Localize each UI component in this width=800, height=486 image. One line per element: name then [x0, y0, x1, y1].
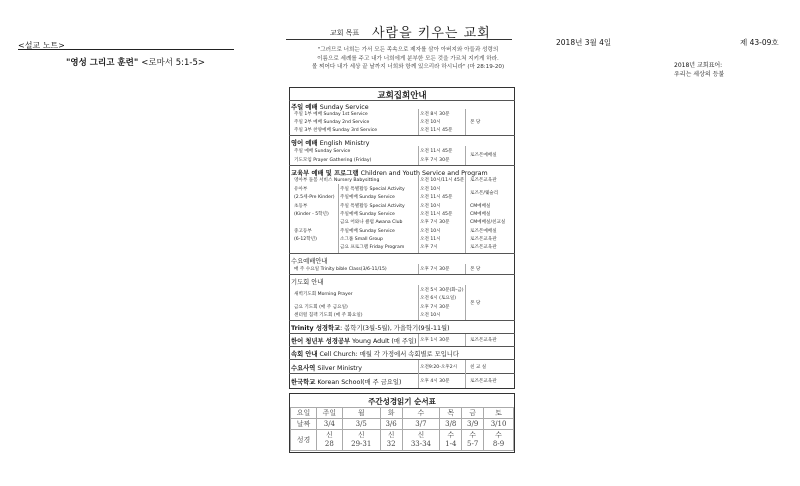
verse-line-1: "그러므로 너희는 가서 모든 족속으로 제자를 삼아 아버지와 아들과 성령의	[317, 47, 499, 53]
issue-number: 제 43-09호	[740, 38, 779, 47]
chapters: 1-4	[445, 440, 457, 448]
young-adult-place: 로즈몬교육관	[470, 338, 497, 343]
education-place: 로즈몬교육관	[470, 237, 497, 242]
sunday-heading-en: Sunday Service	[319, 104, 369, 111]
service-time: 오전 8시 30분	[420, 112, 450, 117]
yearly-motto-text: 우리는 세상의 등불	[674, 71, 725, 78]
english-ministry-heading	[291, 138, 369, 147]
service-time: 오전 11시 45분	[420, 128, 453, 133]
education-program: 금요 어와나 클럽 Awana Club	[340, 220, 403, 225]
prayer-name: 금요 기도회 (매 주 금요일)	[294, 305, 348, 310]
silver-time: 오전9:20-오후2시	[420, 365, 458, 370]
korean-school-text: Korean School(매 주 금요일)	[315, 379, 402, 386]
column-divider	[418, 109, 419, 135]
silver-text: Silver Ministry	[315, 365, 363, 372]
education-time: 오전 10시	[420, 229, 441, 234]
table-row	[291, 419, 514, 430]
book-abbrev: 신	[417, 431, 425, 439]
chapters: 8-9	[492, 440, 505, 448]
column-divider	[465, 334, 466, 346]
education-program: 주일예배 Sunday Service	[340, 212, 395, 217]
wednesday-time: 오후 7시 30분	[420, 267, 450, 272]
education-place: 로즈몬예배실	[470, 229, 497, 234]
education-dept: 중고등부	[294, 229, 312, 234]
wednesday-heading: 수요예배안내	[291, 258, 328, 265]
education-time: 오전 11시 45분	[420, 195, 453, 200]
education-place: CM예배실	[470, 212, 491, 217]
young-adult-label: 한어 청년부 성경공부	[291, 338, 351, 345]
service-name: 기도모임 Prayer Gathering (Friday)	[294, 158, 372, 163]
church-slogan: 사람을 키우는 교회	[372, 26, 491, 41]
row-label: 날짜	[291, 419, 317, 430]
column-divider	[465, 146, 466, 165]
column-divider	[465, 285, 466, 320]
header-rule	[286, 39, 512, 40]
sermon-title	[66, 56, 246, 68]
table-row	[291, 430, 514, 451]
issue-date: 2018년 3월 4일	[556, 38, 612, 47]
education-place: 로즈몬교육관	[470, 178, 497, 183]
yearly-motto-label: 2018년 교회표어:	[674, 62, 723, 69]
silver-ministry	[291, 363, 362, 372]
young-adult-text: Young Adult (매 주일)	[350, 338, 417, 345]
divider	[289, 333, 515, 334]
header-cell: 목	[440, 408, 462, 419]
trinity-text: : 봄학기(3월-5월), 가을학기(9월-11월)	[340, 325, 450, 332]
header-cell: 주일	[316, 408, 342, 419]
chapters: 33-34	[410, 440, 431, 448]
english-heading-en: English Ministry	[319, 140, 370, 147]
trinity-school	[291, 323, 450, 332]
divider	[289, 359, 515, 360]
service-name: 주일 예배 Sunday Service	[294, 149, 351, 154]
column-divider	[418, 264, 419, 274]
service-name: 주일 2부 예배 Sunday 2nd Service	[294, 120, 370, 125]
column-divider	[465, 360, 466, 388]
prayer-time: 오전 10시	[420, 313, 441, 318]
header-cell: 수	[402, 408, 440, 419]
education-heading	[291, 168, 488, 177]
book-abbrev: 수	[447, 431, 455, 439]
chapters: 5-7	[467, 440, 479, 448]
service-time: 오후 7시 30분	[420, 158, 450, 163]
column-divider	[418, 334, 419, 346]
header-cell: 월	[342, 408, 380, 419]
divider	[289, 274, 515, 275]
date-cell: 3/4	[316, 419, 342, 430]
education-program: 주일 특별활동 Special Activity	[340, 187, 405, 192]
verse-cell	[462, 430, 484, 451]
korean-school-time: 오후 4시 30분	[420, 379, 450, 384]
service-place: 로즈몬예배실	[470, 153, 497, 158]
service-name: 주일 3부 찬양예배 Sunday 3rd Service	[294, 128, 378, 133]
divider	[289, 346, 515, 347]
bible-reading-title: 주간성경읽기 순서표	[368, 397, 436, 406]
row-label: 성경	[291, 430, 317, 451]
verse-cell	[440, 430, 462, 451]
divider	[289, 135, 515, 136]
education-place: 로즈몬교육관	[470, 245, 497, 250]
book-abbrev: 신	[326, 431, 333, 439]
divider	[289, 100, 515, 101]
table-row	[291, 408, 514, 419]
divider	[289, 165, 515, 166]
sunday-service-heading	[291, 102, 369, 111]
column-divider	[338, 184, 339, 253]
chapters: 28	[324, 440, 334, 448]
cell-text: Cell Church: 매월 각 가정에서 속회별로 모입니다	[317, 351, 459, 358]
header-cell: 금	[462, 408, 484, 419]
cell-church	[291, 349, 459, 358]
column-divider	[465, 109, 466, 135]
verse-cell	[342, 430, 380, 451]
prayer-time: 오전 6시 (토요일)	[420, 296, 457, 301]
prayer-time: 오전 5시 30분(화-금)	[420, 288, 464, 293]
column-divider	[418, 146, 419, 165]
column-divider	[418, 285, 419, 320]
service-time: 오전 11시 45분	[420, 149, 453, 154]
verse-cell	[402, 430, 440, 451]
divider	[289, 373, 515, 374]
education-time: 오전 10시/11시 45분	[420, 178, 465, 183]
header-cell: 토	[484, 408, 514, 419]
education-dept: (Kinder - 5학년)	[294, 212, 329, 217]
chapters: 32	[386, 440, 396, 448]
education-dept: (2.5세-Pre Kinder)	[294, 195, 335, 200]
korean-school	[291, 377, 401, 386]
book-abbrev: 수	[469, 431, 477, 439]
education-time: 오전 10시	[420, 204, 441, 209]
verse-line-3: 볼 찌어다 내가 세상 끝 날까지 너희와 항께 있으리라 하시니라" (마 28:19-20)	[311, 64, 505, 71]
date-cell: 3/9	[462, 419, 484, 430]
silver-place: 친 교 실	[470, 365, 487, 370]
column-divider	[465, 175, 466, 253]
date-cell: 3/8	[440, 419, 462, 430]
education-time: 오후 7시 30분	[420, 220, 450, 225]
date-cell: 3/10	[484, 419, 514, 430]
column-divider	[465, 264, 466, 274]
education-place: 로즈몬/웨슬리	[470, 191, 499, 196]
education-program: 소그룹 Small Group	[340, 237, 383, 242]
column-divider	[418, 360, 419, 388]
chapters: 29-31	[351, 440, 372, 448]
young-adult-study	[291, 336, 417, 345]
scripture-verse	[288, 46, 528, 72]
verse-cell	[484, 430, 514, 451]
verse-cell	[316, 430, 342, 451]
education-program: 영아부 돌봄 서비스 Nursery Babysitting	[294, 178, 380, 183]
service-place: 본 당	[470, 120, 481, 125]
date-cell: 3/5	[342, 419, 380, 430]
sermon-notes-header: <설교 노트>	[18, 41, 65, 50]
prayer-place: 본 당	[470, 301, 481, 306]
education-dept: (6-12학년)	[294, 237, 317, 242]
prayer-time: 오후 7시 30분	[420, 305, 450, 310]
education-time: 오전 11시	[420, 237, 441, 242]
sermon-reference: <로마서 5:1-5>	[141, 58, 205, 68]
sunday-heading-ko: 주일 예배	[291, 104, 318, 111]
education-time: 오전 10시	[420, 187, 441, 192]
education-program: 금요 프로그램 Friday Program	[340, 245, 405, 250]
sermon-title-text: "영성 그리고 훈련"	[66, 58, 139, 68]
english-heading-ko: 영어 예배	[291, 140, 318, 147]
education-program: 주일예배 Sunday Service	[340, 229, 395, 234]
trinity-label: Trinity 성경학교	[291, 325, 341, 332]
sermon-header-rule	[18, 49, 234, 50]
verse-cell	[380, 430, 402, 451]
cell-label: 속회 안내	[291, 351, 318, 358]
header-cell: 화	[380, 408, 402, 419]
church-goal-label: 교회 목표	[330, 29, 360, 37]
divider	[289, 253, 515, 254]
service-time: 오전 10시	[420, 120, 441, 125]
education-program: 주일 특별활동 Special Activity	[340, 204, 405, 209]
education-heading-ko: 교육부 예배 및 프로그램	[291, 170, 359, 177]
education-heading-en: Children and Youth Service and Program	[360, 170, 488, 177]
education-program: 주일예배 Sunday Service	[340, 195, 395, 200]
education-time: 오전 11시 45분	[420, 212, 453, 217]
prayer-name: 센터럴 칩펙 기도회 (매 주 화요일)	[294, 313, 363, 318]
education-dept: 초등부	[294, 204, 308, 209]
prayer-heading: 기도회 안내	[291, 279, 324, 286]
book-abbrev: 수	[495, 431, 502, 439]
services-title: 교회집회안내	[377, 91, 427, 101]
young-adult-time: 오후 1시 30분	[420, 338, 450, 343]
education-time: 오후 7시	[420, 245, 438, 250]
korean-school-place: 로즈몬교육관	[470, 379, 497, 384]
wednesday-class: 매 주 수요일 Trinity bible Class(3/6-11/15)	[294, 267, 387, 272]
korean-school-label: 한국학교	[291, 379, 316, 386]
date-cell: 3/7	[402, 419, 440, 430]
education-place: CM예배실/친교실	[470, 220, 506, 225]
column-divider	[418, 175, 419, 253]
service-name: 주일 1부 예배 Sunday 1st Service	[294, 112, 368, 117]
prayer-name: 새벽기도회 Morning Prayer	[294, 292, 353, 297]
education-place: CM예배실	[470, 204, 491, 209]
book-abbrev: 신	[357, 431, 365, 439]
silver-label: 수요사역	[291, 365, 316, 372]
header-cell: 요일	[291, 408, 317, 419]
bible-reading-table	[290, 407, 514, 451]
book-abbrev: 신	[387, 431, 395, 439]
wednesday-place: 본 당	[470, 267, 481, 272]
verse-line-2: 이름으로 세례를 주고 내가 너희에게 분부한 모든 것을 가르쳐 지키게 하라.	[317, 55, 499, 62]
education-dept: 유아부	[294, 187, 308, 192]
divider	[289, 320, 515, 321]
date-cell: 3/6	[380, 419, 402, 430]
